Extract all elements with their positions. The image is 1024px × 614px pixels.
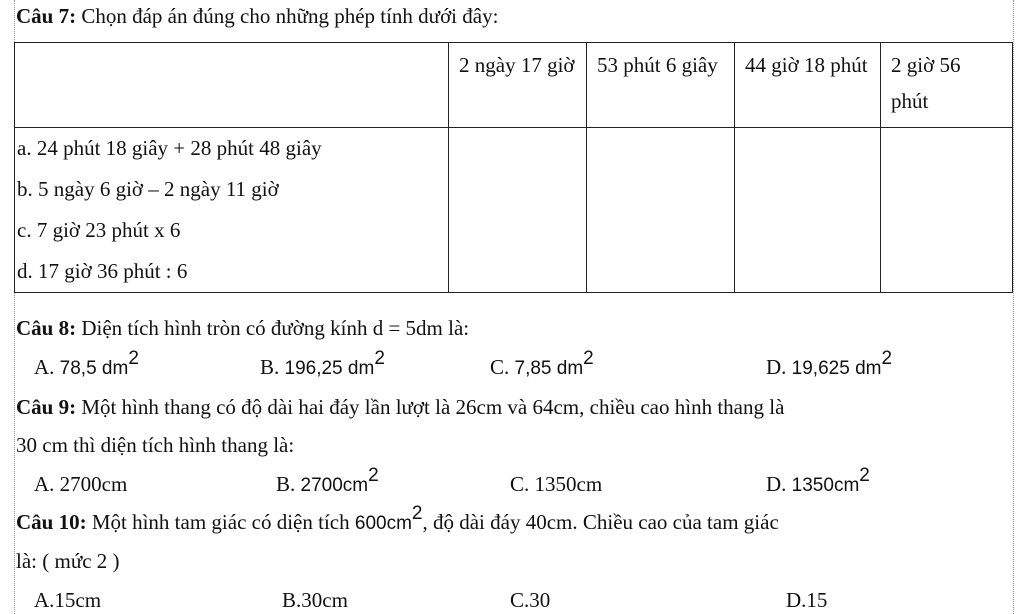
option-value: 1350cm: [791, 475, 860, 496]
option-letter: A.: [34, 355, 60, 379]
option-exponent: 2: [368, 465, 379, 486]
q8-option-a: [34, 348, 139, 383]
q7-answer-table: [14, 42, 1013, 293]
option-exponent: 2: [859, 465, 870, 486]
q10-option-c: C.30: [510, 588, 551, 612]
q8-option-b: [260, 348, 385, 383]
q10-label: Câu 10:: [16, 510, 87, 534]
q9-heading: [16, 393, 784, 421]
q10-area-exponent: 2: [411, 503, 423, 524]
expression-d: d. 17 giờ 36 phút : 6: [17, 259, 188, 283]
option-value: 7,85 dm: [514, 358, 584, 379]
header-option-1: 2 ngày 17 giờ: [449, 43, 587, 128]
q9-prompt-line1: Một hình thang có độ dài hai đáy lần lượt là 26cm và 64cm, chiều cao hình thang là: [76, 395, 785, 419]
option-exponent: 2: [881, 348, 893, 369]
option-letter: C.: [510, 472, 535, 496]
answer-cell-3[interactable]: [735, 128, 881, 293]
q9-prompt-line2: 30 cm thì diện tích hình thang là:: [16, 433, 295, 457]
option-value: 19,625 dm: [791, 358, 882, 379]
option-exponent: 2: [583, 348, 594, 369]
header-option-4: 2 giờ 56 phút: [881, 43, 1013, 128]
q8-prompt: Diện tích hình tròn có đường kính d = 5dm là:: [76, 316, 470, 340]
answer-cell-2[interactable]: [587, 128, 735, 293]
option-value: 2700cm: [59, 472, 128, 496]
option-letter: B.: [276, 472, 301, 496]
q9-label: Câu 9:: [16, 395, 77, 419]
expression-a: a. 24 phút 18 giây + 28 phút 48 giây: [17, 136, 322, 160]
option-letter: C.: [490, 355, 515, 379]
q10-option-d: D.15: [786, 588, 828, 612]
option-exponent: 2: [128, 348, 139, 369]
q7-label: Câu 7:: [16, 4, 77, 28]
option-value: 78,5 dm: [59, 358, 129, 379]
q10-prompt-pre: Một hình tam giác có diện tích: [86, 510, 355, 534]
table-header-row: [15, 43, 1013, 128]
option-value: 1350cm: [534, 472, 603, 496]
option-value: 2700cm: [300, 475, 369, 496]
option-letter: D.: [766, 472, 792, 496]
answer-cell-4[interactable]: [881, 128, 1013, 293]
option-letter: B.: [260, 355, 285, 379]
right-margin-guide: [1013, 0, 1014, 614]
expression-b: b. 5 ngày 6 giờ – 2 ngày 11 giờ: [17, 177, 279, 201]
header-option-3: 44 giờ 18 phút: [735, 43, 881, 128]
option-value: 196,25 dm: [284, 358, 375, 379]
q8-label: Câu 8:: [16, 316, 77, 340]
q9-option-b: [276, 465, 379, 500]
q10-prompt-line2: là: ( mức 2 ): [16, 549, 120, 573]
header-option-2: 53 phút 6 giây: [587, 43, 735, 128]
q10-option-b: B.30cm: [282, 588, 348, 612]
q7-prompt: Chọn đáp án đúng cho những phép tính dưới đây:: [76, 4, 499, 28]
answer-cell-1[interactable]: [449, 128, 587, 293]
q9-option-a: [34, 470, 127, 498]
option-letter: A.: [34, 472, 60, 496]
q10-area-value: 600cm: [354, 513, 412, 534]
q9-option-c: [510, 470, 602, 498]
q10-heading: [16, 503, 779, 538]
q8-option-c: [490, 348, 594, 383]
q10-option-a: A.15cm: [34, 588, 102, 612]
table-row: [15, 128, 1013, 293]
expression-c: c. 7 giờ 23 phút x 6: [17, 218, 181, 242]
option-letter: D.: [766, 355, 792, 379]
q8-heading: [16, 314, 469, 342]
q7-heading: [16, 2, 498, 30]
q10-prompt-post: , độ dài đáy 40cm. Chiều cao của tam giác: [422, 510, 779, 534]
q9-option-d: [766, 465, 870, 500]
table-corner-cell: [15, 43, 449, 128]
q8-option-d: [766, 348, 893, 383]
option-exponent: 2: [374, 348, 385, 369]
expressions-cell: [15, 128, 449, 293]
